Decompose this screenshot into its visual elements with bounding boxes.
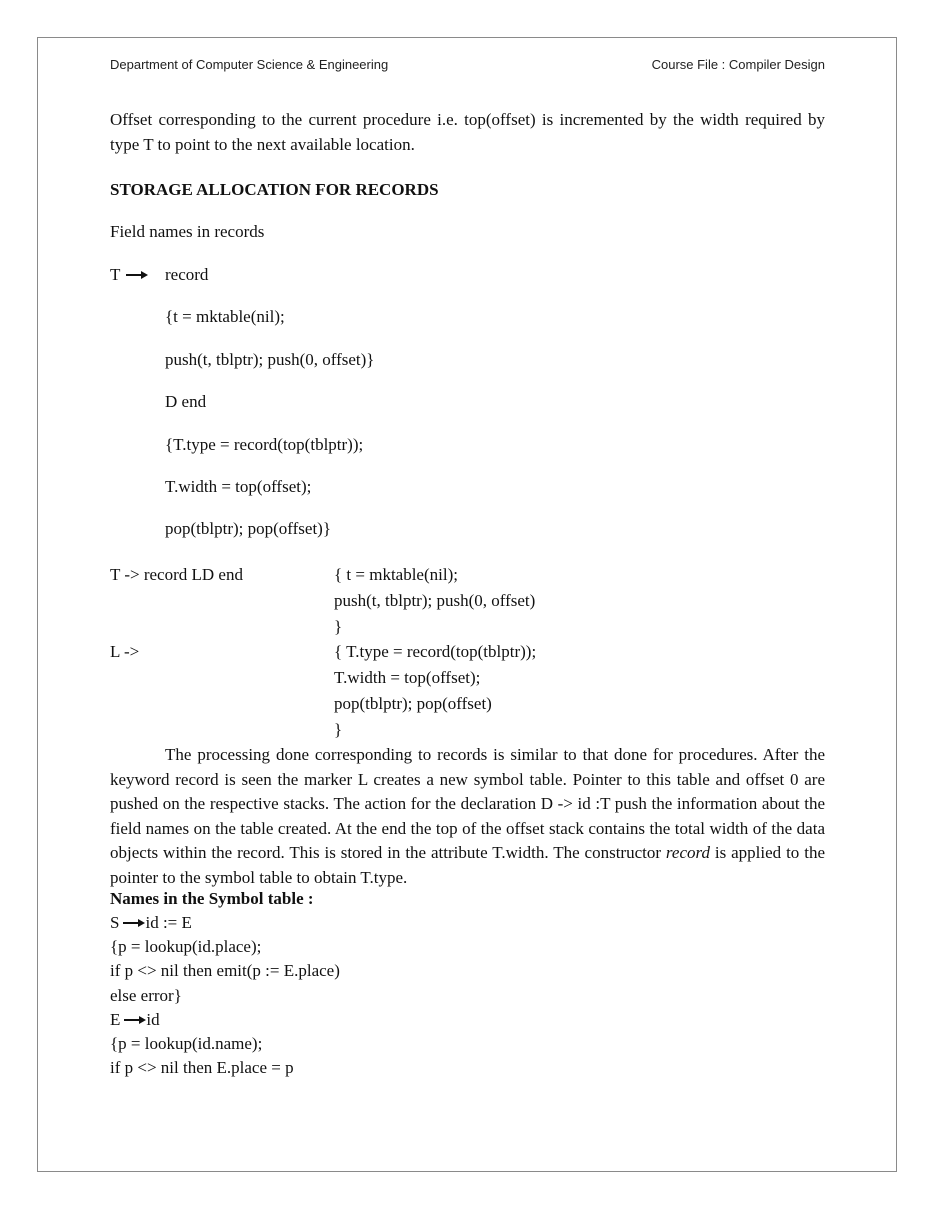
symbol-line: if p <> nil then E.place = p: [110, 1058, 294, 1077]
production-e-lhs: E: [110, 1010, 121, 1029]
symbol-line: else error}: [110, 986, 182, 1005]
code-line: push(t, tblptr); push(0, offset)}: [165, 350, 375, 369]
intro-paragraph: Offset corresponding to the current procedure i.e. top(offset) is incremented by the width required by type T to point to the next available location.: [110, 110, 825, 154]
paragraph-text-end: is applied to the pointer to the symbol table to obtain T.type.: [110, 843, 825, 887]
symbol-table-title: Names in the Symbol table :: [110, 889, 314, 908]
production-s-lhs: S: [110, 913, 120, 932]
symbol-line: if p <> nil then emit(p := E.place): [110, 961, 340, 980]
header-course: Course File : Compiler Design: [651, 57, 825, 72]
action-line: { T.type = record(top(tblptr));: [334, 642, 537, 661]
production-e: [110, 1010, 160, 1030]
symbol-line: {p = lookup(id.place);: [110, 937, 262, 956]
code-line: pop(tblptr); pop(offset)}: [165, 519, 332, 538]
action-line: }: [334, 720, 343, 739]
action-line: }: [334, 617, 343, 636]
production-t-symbol: T: [110, 265, 121, 284]
arrow-icon: [124, 1016, 146, 1024]
code-line: D end: [165, 392, 207, 411]
action-line: push(t, tblptr); push(0, offset): [334, 591, 536, 610]
code-line: {t = mktable(nil);: [165, 307, 285, 326]
production-s: [110, 913, 192, 933]
production-e-rhs: id: [146, 1010, 160, 1029]
header-department: Department of Computer Science & Engineering: [110, 57, 389, 72]
field-names-label: Field names in records: [110, 222, 265, 241]
code-line: {T.type = record(top(tblptr));: [165, 435, 364, 454]
code-line: T.width = top(offset);: [165, 477, 312, 496]
production-t-lhs: [110, 265, 150, 285]
action-line: T.width = top(offset);: [334, 668, 481, 687]
arrow-icon: [126, 271, 148, 279]
arrow-icon: [123, 919, 145, 927]
production-record-lhs: T -> record LD end: [110, 565, 243, 584]
symbol-line: {p = lookup(id.name);: [110, 1034, 263, 1053]
records-paragraph: [110, 743, 825, 890]
production-l-lhs: L ->: [110, 642, 140, 661]
action-line: pop(tblptr); pop(offset): [334, 694, 492, 713]
section-title: STORAGE ALLOCATION FOR RECORDS: [110, 180, 439, 199]
action-line: { t = mktable(nil);: [334, 565, 458, 584]
paragraph-text: The processing done corresponding to records is similar to that done for procedures. After the keyword record is seen the marker L creates a new symbol table. Pointer to this table and offset 0 are pushed on the respective stacks. The action for the declaration D -> id :T push the information about the field names on the table created. At the end the top of the offset stack contains the total width of the data objects within the record. This is stored in the attribute T.width. The constructor: [110, 745, 825, 862]
production-t-record: record: [165, 265, 209, 284]
paragraph-italic: record: [665, 843, 710, 862]
production-s-rhs: id := E: [145, 913, 192, 932]
